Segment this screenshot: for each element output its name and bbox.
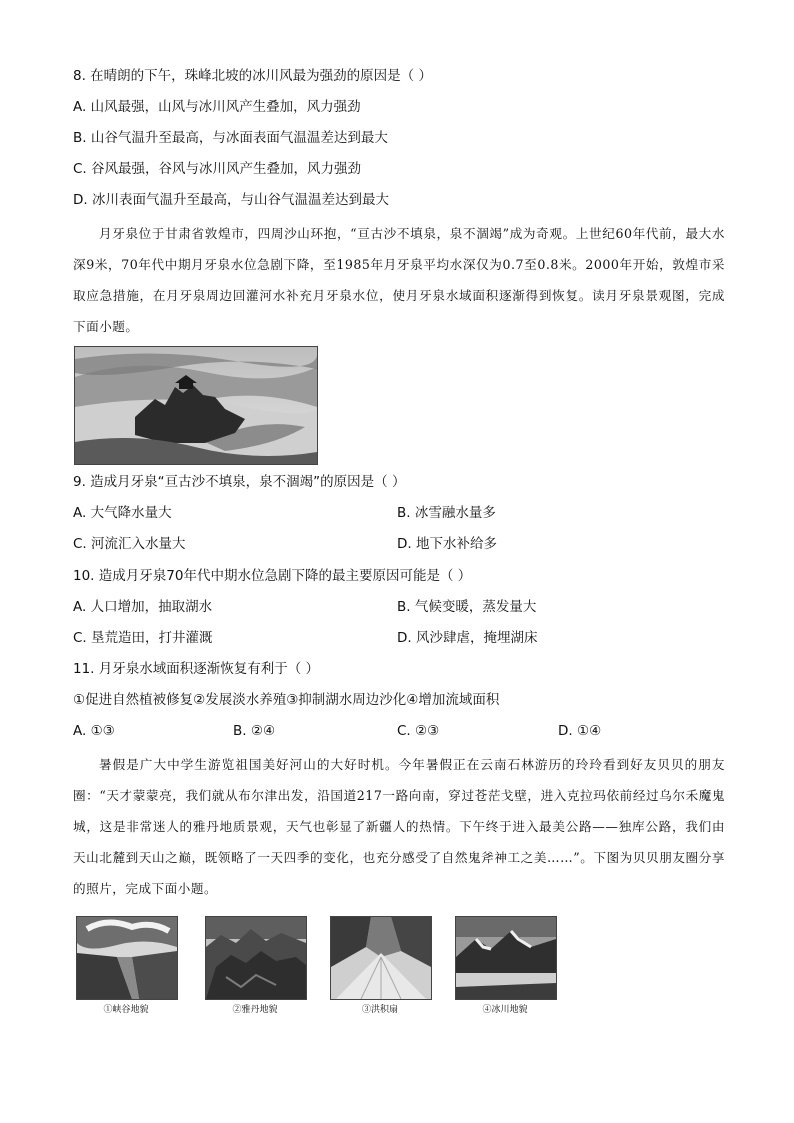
q9-option-a: A. 大气降水量大 xyxy=(73,505,172,521)
canyon-caption: ①峡谷地貌 xyxy=(103,1005,149,1015)
q8-option-c: C. 谷风最强，谷风与冰川风产生叠加，风力强劲 xyxy=(73,161,362,177)
q10-option-b: B. 气候变暖，蒸发量大 xyxy=(397,599,537,615)
q9-option-d: D. 地下水补给多 xyxy=(397,536,497,552)
q8-stem: 8. 在晴朗的下午，珠峰北坡的冰川风最为强劲的原因是（ ） xyxy=(73,68,432,84)
q11-option-b: B. ②④ xyxy=(233,723,276,739)
glacier-photo xyxy=(455,916,557,1000)
q11-stem: 11. 月牙泉水域面积逐渐恢复有利于（ ） xyxy=(73,661,320,677)
yardang-caption: ②雅丹地貌 xyxy=(232,1005,278,1015)
q10-option-d: D. 风沙肆虐，掩埋湖床 xyxy=(397,630,538,646)
canyon-photo xyxy=(76,916,178,1000)
passage-crescent-spring: 月牙泉位于甘肃省敦煌市，四周沙山环抱，“亘古沙不填泉，泉不涸竭”成为奇观。上世纪60年代前，最大水深9米，70年代中期月牙泉水位急剧下降，至1985年月牙泉平均水深仅为0.7至0.8米。2000年开始，敦煌市采取应急措施，在月牙泉周边回灌河水补充月牙泉水位，使月牙泉水域面积逐渐得到恢复。读月牙泉景观图，完成下面小题。 xyxy=(73,226,725,334)
glacier-caption: ④冰川地貌 xyxy=(482,1005,528,1015)
q11-option-d: D. ①④ xyxy=(558,723,602,739)
q8-option-d: D. 冰川表面气温升至最高，与山谷气温温差达到最大 xyxy=(73,192,389,208)
crescent-spring-photo xyxy=(74,346,318,465)
q9-option-b: B. 冰雪融水量多 xyxy=(397,505,496,521)
alluvial-fan-photo xyxy=(330,916,432,1000)
alluvial-fan-caption: ③洪积扇 xyxy=(361,1005,398,1015)
yardang-photo xyxy=(205,916,307,1000)
q11-option-a: A. ①③ xyxy=(73,723,115,739)
q9-stem: 9. 造成月牙泉“亘古沙不填泉，泉不涸竭”的原因是（ ） xyxy=(73,474,406,490)
q9-option-c: C. 河流汇入水量大 xyxy=(73,536,186,552)
passage-xinjiang-trip: 暑假是广大中学生游览祖国美好河山的大好时机。今年暑假正在云南石林游历的玲玲看到好友贝贝的朋友圈：“天才蒙蒙亮，我们就从布尔津出发，沿国道217一路向南，穿过苍茫戈壁，进入克拉玛依前经过乌尔禾魔鬼城，这是非常迷人的雅丹地质景观，天气也彰显了新疆人的热情。下午终于进入最美公路——独库公路，我们由天山北麓到天山之巅，既领略了一天四季的变化，也充分感受了自然鬼斧神工之美……”。下图为贝贝朋友圈分享的照片，完成下面小题。 xyxy=(73,757,725,896)
q8-option-b: B. 山谷气温升至最高，与冰面表面气温温差达到最大 xyxy=(73,130,388,146)
q10-option-a: A. 人口增加，抽取湖水 xyxy=(73,599,213,615)
q8-option-a: A. 山风最强，山风与冰川风产生叠加，风力强劲 xyxy=(73,99,361,115)
q10-stem: 10. 造成月牙泉70年代中期水位急剧下降的最主要原因可能是（ ） xyxy=(73,568,472,584)
q10-option-c: C. 垦荒造田，打井灌溉 xyxy=(73,630,213,646)
q11-option-c: C. ②③ xyxy=(397,723,440,739)
q11-items: ①促进自然植被修复②发展淡水养殖③抑制湖水周边沙化④增加流域面积 xyxy=(73,692,500,708)
